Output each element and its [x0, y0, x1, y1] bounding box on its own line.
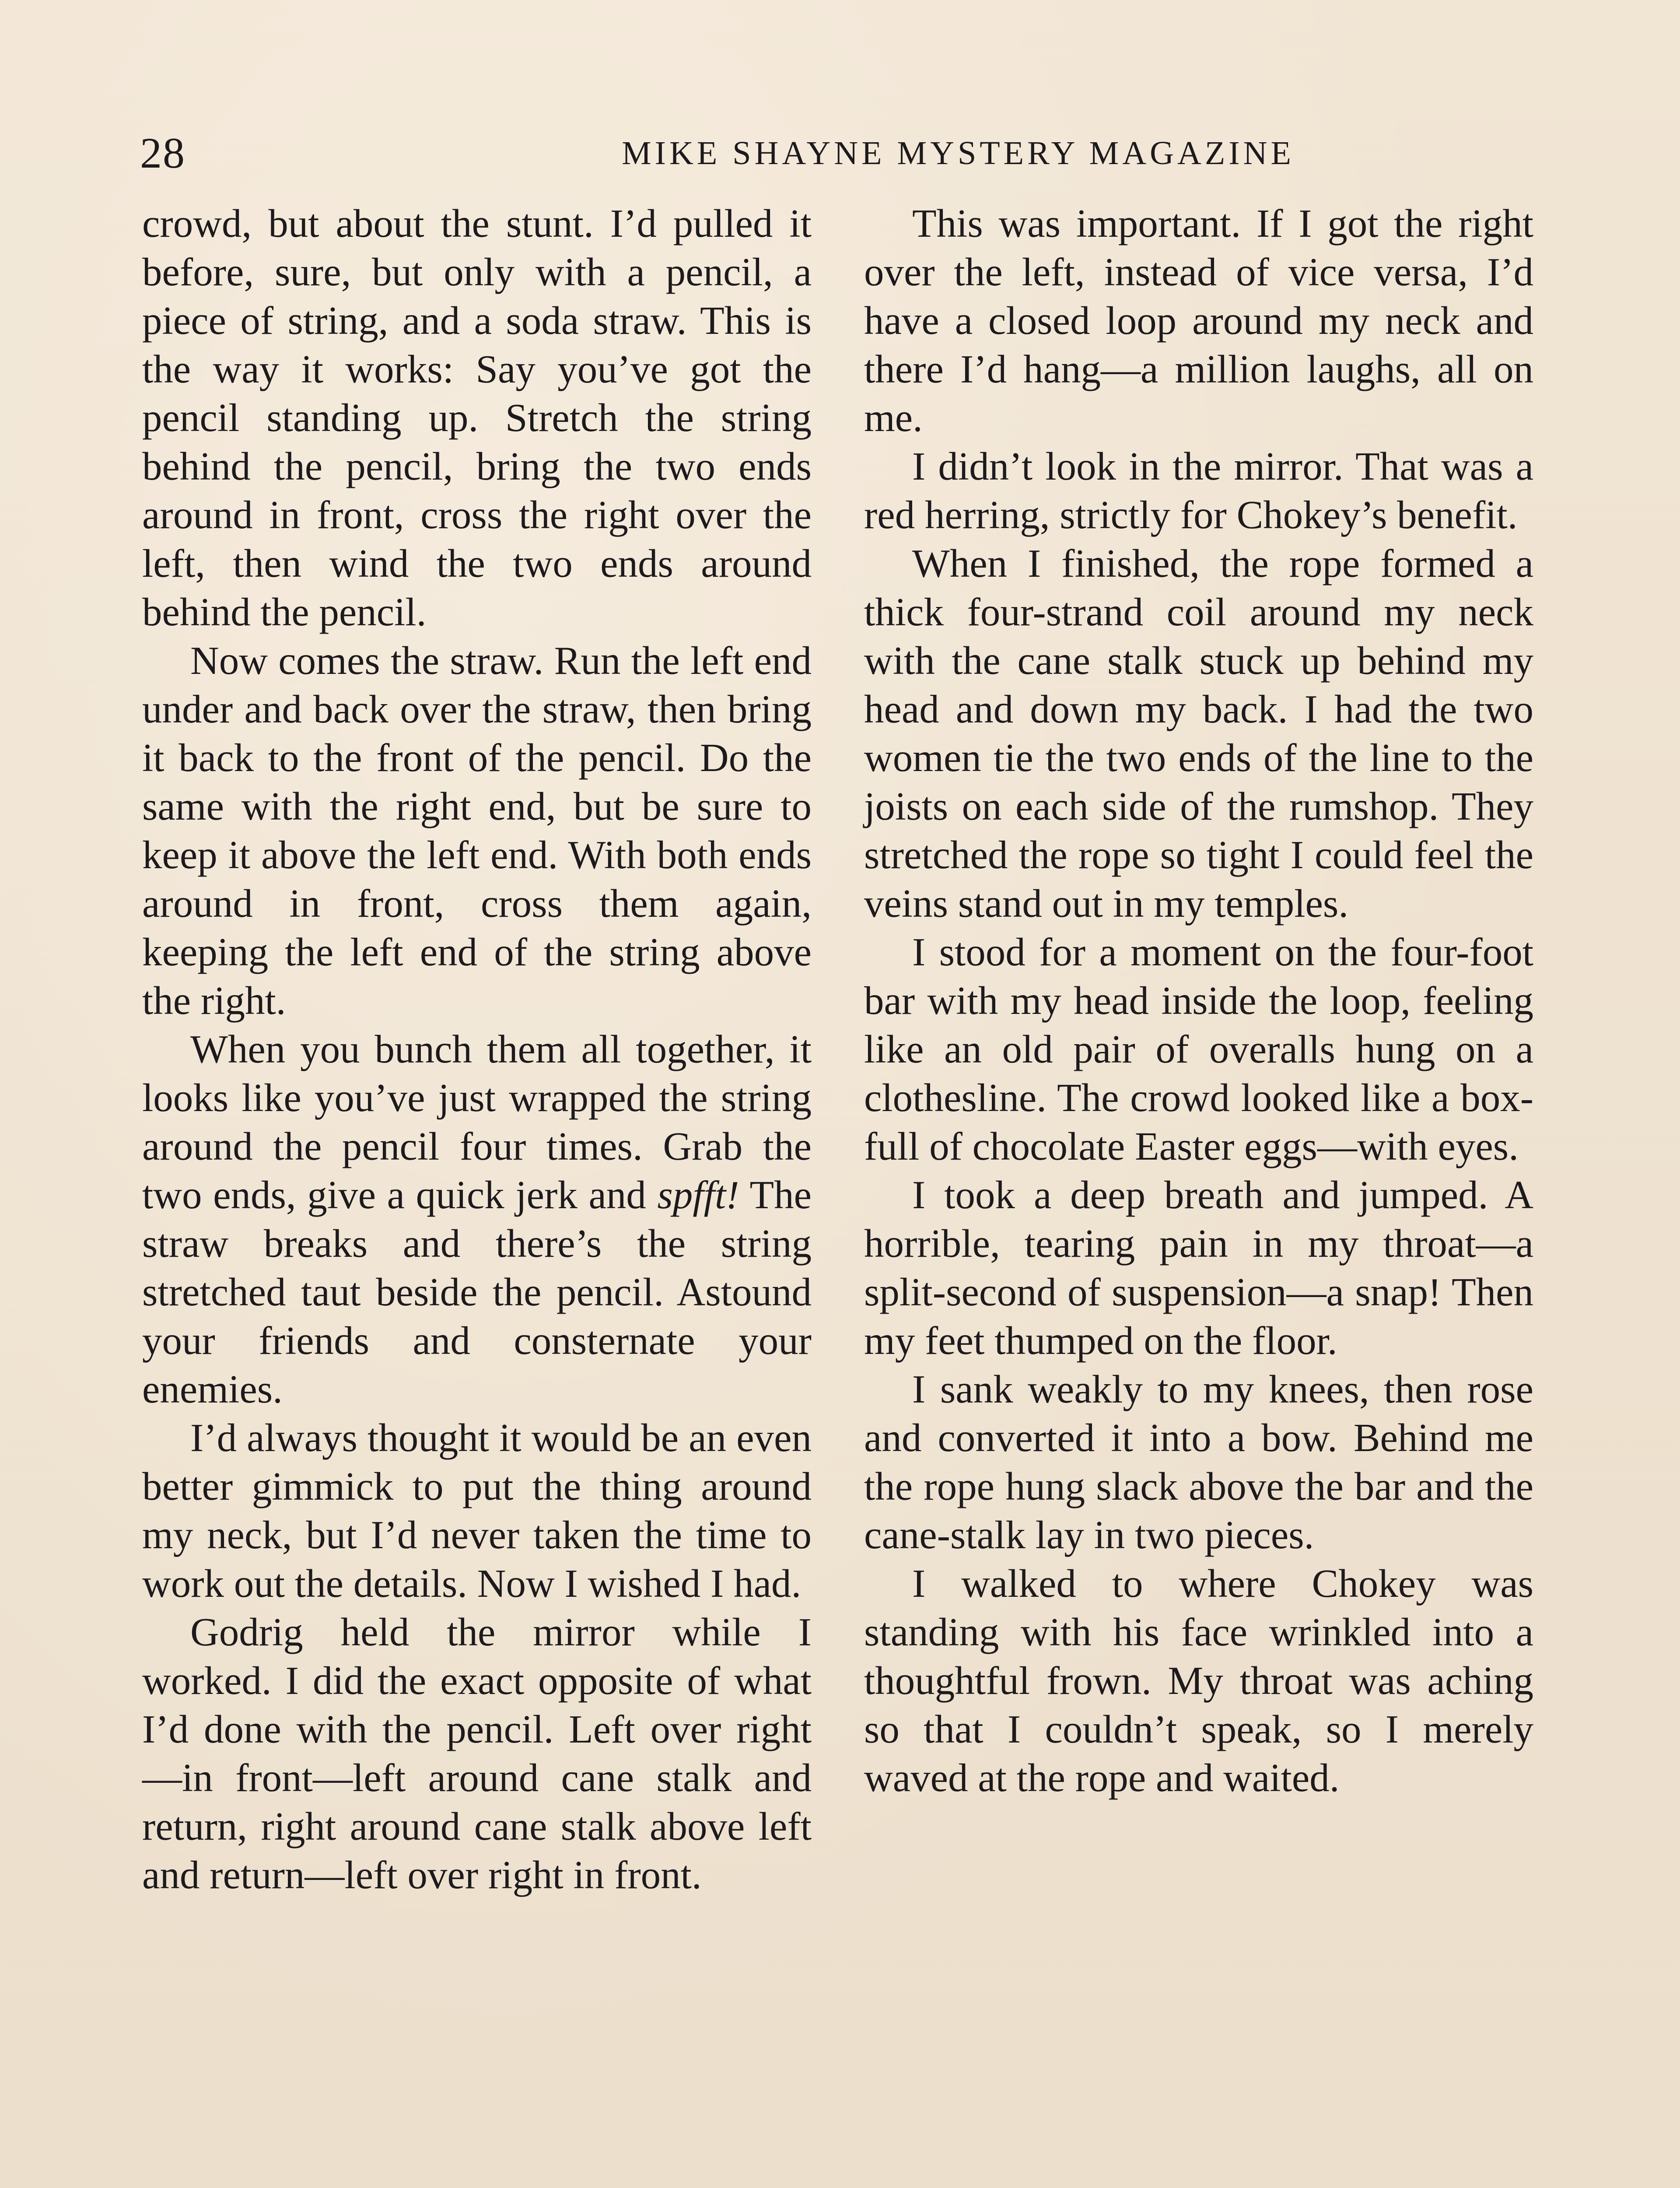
right-paragraph-3: When I finished, the rope formed a thick four-strand coil around my neck with the cane stalk stuck up behind my head and down my back. I had the two women tie the two ends of the line to the joists on each side of the rumshop. They stretched the rope so tight I could feel the veins stand out in my temples. — [864, 541, 1533, 926]
left-paragraph-5: Godrig held the mirror while I worked. I did the exact opposite of what I’d done with the pencil. Left over right—in front—left around cane stalk and return, right around cane stalk above left and return—left over right in front. — [142, 1610, 812, 1897]
page-number: 28 — [140, 129, 186, 177]
left-paragraph-3-emphasis: spfft! — [657, 1173, 739, 1217]
left-paragraph-4: I’d always thought it would be an even better gimmick to put the thing around my neck, but I’d never taken the time to work out the details. Now I wished I had. — [142, 1416, 812, 1606]
left-paragraph-3 — [142, 1025, 812, 1413]
running-head: MIKE SHAYNE MYSTERY MAGAZINE — [622, 135, 1295, 172]
left-paragraph-3-end: The straw breaks and there’s the string stretched taut beside the pencil. Astound your friends and consternate your enemies. — [142, 1173, 812, 1411]
right-paragraph-1: This was important. If I got the right over the left, instead of vice versa, I’d have a closed loop around my neck and there I’d hang—a million laughs, all on me. — [864, 201, 1533, 440]
right-column — [864, 199, 1533, 1802]
right-paragraph-2: I didn’t look in the mirror. That was a red herring, strictly for Chokey’s benefit. — [864, 444, 1533, 537]
page-header — [140, 123, 1540, 184]
left-paragraph-3-start: When you bunch them all together, it looks like you’ve just wrapped the string around the pencil four times. Grab the two ends, give a quick jerk and — [142, 1027, 812, 1217]
right-paragraph-6: I sank weakly to my knees, then rose and converted it into a bow. Behind me the rope hung slack above the bar and the cane-stalk lay in two pieces. — [864, 1367, 1533, 1557]
left-paragraph-2: Now comes the straw. Run the left end under and back over the straw, then bring it back to the front of the pencil. Do the same with the right end, but be sure to keep it above the left end. With both ends around in front, cross them again, keeping the left end of the string above the right. — [142, 638, 812, 1023]
right-paragraph-4: I stood for a moment on the four-foot bar with my head inside the loop, feeling like an old pair of overalls hung on a clothesline. The crowd looked like a box-full of chocolate Easter eggs—with eyes. — [864, 930, 1533, 1168]
left-column — [142, 199, 812, 1899]
right-paragraph-5: I took a deep breath and jumped. A horrible, tearing pain in my throat—a split-second of suspension—a snap! Then my feet thumped on the floor. — [864, 1173, 1533, 1363]
right-paragraph-7: I walked to where Chokey was standing with his face wrinkled into a thoughtful frown. My throat was aching so that I couldn’t speak, so I merely waved at the rope and waited. — [864, 1561, 1533, 1800]
left-paragraph-1: crowd, but about the stunt. I’d pulled it before, sure, but only with a pencil, a piece of string, and a soda straw. This is the way it works: Say you’ve got the pencil standing up. Stretch the string behind the pencil, bring the two ends around in front, cross the right over the left, then wind the two ends around behind the pencil. — [142, 201, 812, 634]
